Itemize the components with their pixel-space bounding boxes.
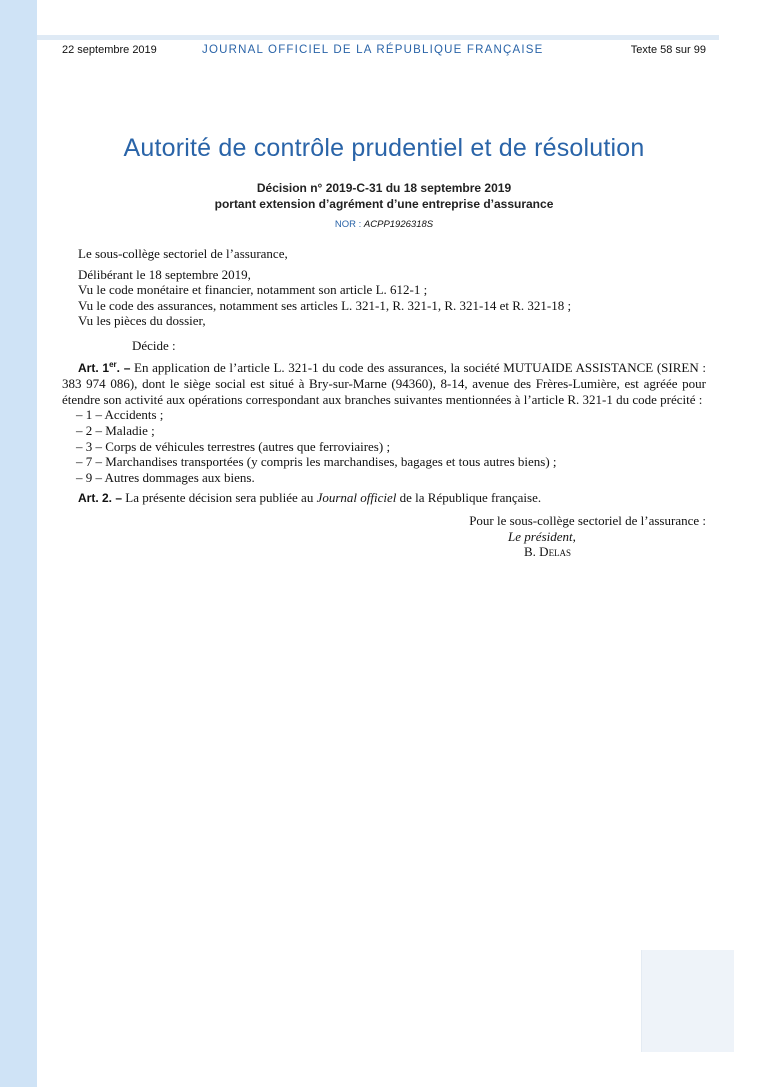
preamble-line: Vu le code des assurances, notamment ses articles L. 321-1, R. 321-1, R. 321-14 et R. 321-18 ; (78, 297, 572, 313)
list-item: – 2 – Maladie ; (76, 422, 155, 438)
header-journal-title: JOURNAL OFFICIEL DE LA RÉPUBLIQUE FRANÇAISE (202, 44, 544, 56)
article-2 (62, 490, 706, 507)
signature-name: B. Delas (524, 544, 572, 560)
nor-value: ACPP1926318S (363, 219, 434, 230)
signature-title: Le président, (508, 528, 576, 544)
article-1-text: En application de l’article L. 321-1 du code des assurances, la société MUTUAIDE ASSISTANCE (SIREN : 383 974 086), dont le siège social est situé à Bry-sur-Marne (94360), 8-14, avenue des Frères-Lumière, est agréée pour étendre son activité aux opérations correspondant aux branches suivantes mentionnées à l’article R. 321-1 du code précité : (62, 359, 706, 407)
corner-shade (641, 950, 734, 1052)
list-item: – 9 – Autres dommages aux biens. (76, 469, 255, 485)
list-item: – 1 – Accidents ; (76, 407, 164, 423)
authority-title: Autorité de contrôle prudentiel et de résolution (123, 134, 645, 162)
list-item: – 3 – Corps de véhicules terrestres (autres que ferroviaires) ; (76, 438, 391, 454)
decision-title-line2: portant extension d’agrément d’une entreprise d’assurance (214, 197, 554, 211)
article-2-text: La présente décision sera publiée au Journal officiel de la République française. (125, 490, 542, 506)
preamble-line: Vu le code monétaire et financier, notamment son article L. 612-1 ; (78, 282, 428, 298)
header-date: 22 septembre 2019 (62, 44, 157, 56)
header-text-number: Texte 58 sur 99 (630, 44, 706, 56)
top-margin-band (37, 35, 719, 40)
preamble-line: Le sous-collège sectoriel de l’assurance, (78, 246, 288, 261)
decision-body (62, 246, 706, 560)
signature-line1: Pour le sous-collège sectoriel de l’assurance : (469, 512, 706, 528)
left-margin-band (0, 0, 37, 1087)
nor-label: NOR : (334, 219, 364, 230)
article-1 (62, 357, 706, 408)
decision-title (0, 180, 768, 212)
list-item: – 7 – Marchandises transportées (y compris les marchandises, bagages et tous autres biens) ; (76, 454, 557, 470)
article-2-label: Art. 2. – (78, 491, 123, 506)
nor-reference (0, 219, 768, 230)
preamble-line: Vu les pièces du dossier, (78, 313, 206, 329)
decide-heading: Décide : (132, 337, 176, 353)
decision-title-line1: Décision n° 2019-C-31 du 18 septembre 2019 (256, 181, 512, 195)
preamble-line: Délibérant le 18 septembre 2019, (78, 266, 251, 282)
page-header (62, 44, 706, 60)
article-1-label: Art. 1er. – (78, 359, 131, 375)
